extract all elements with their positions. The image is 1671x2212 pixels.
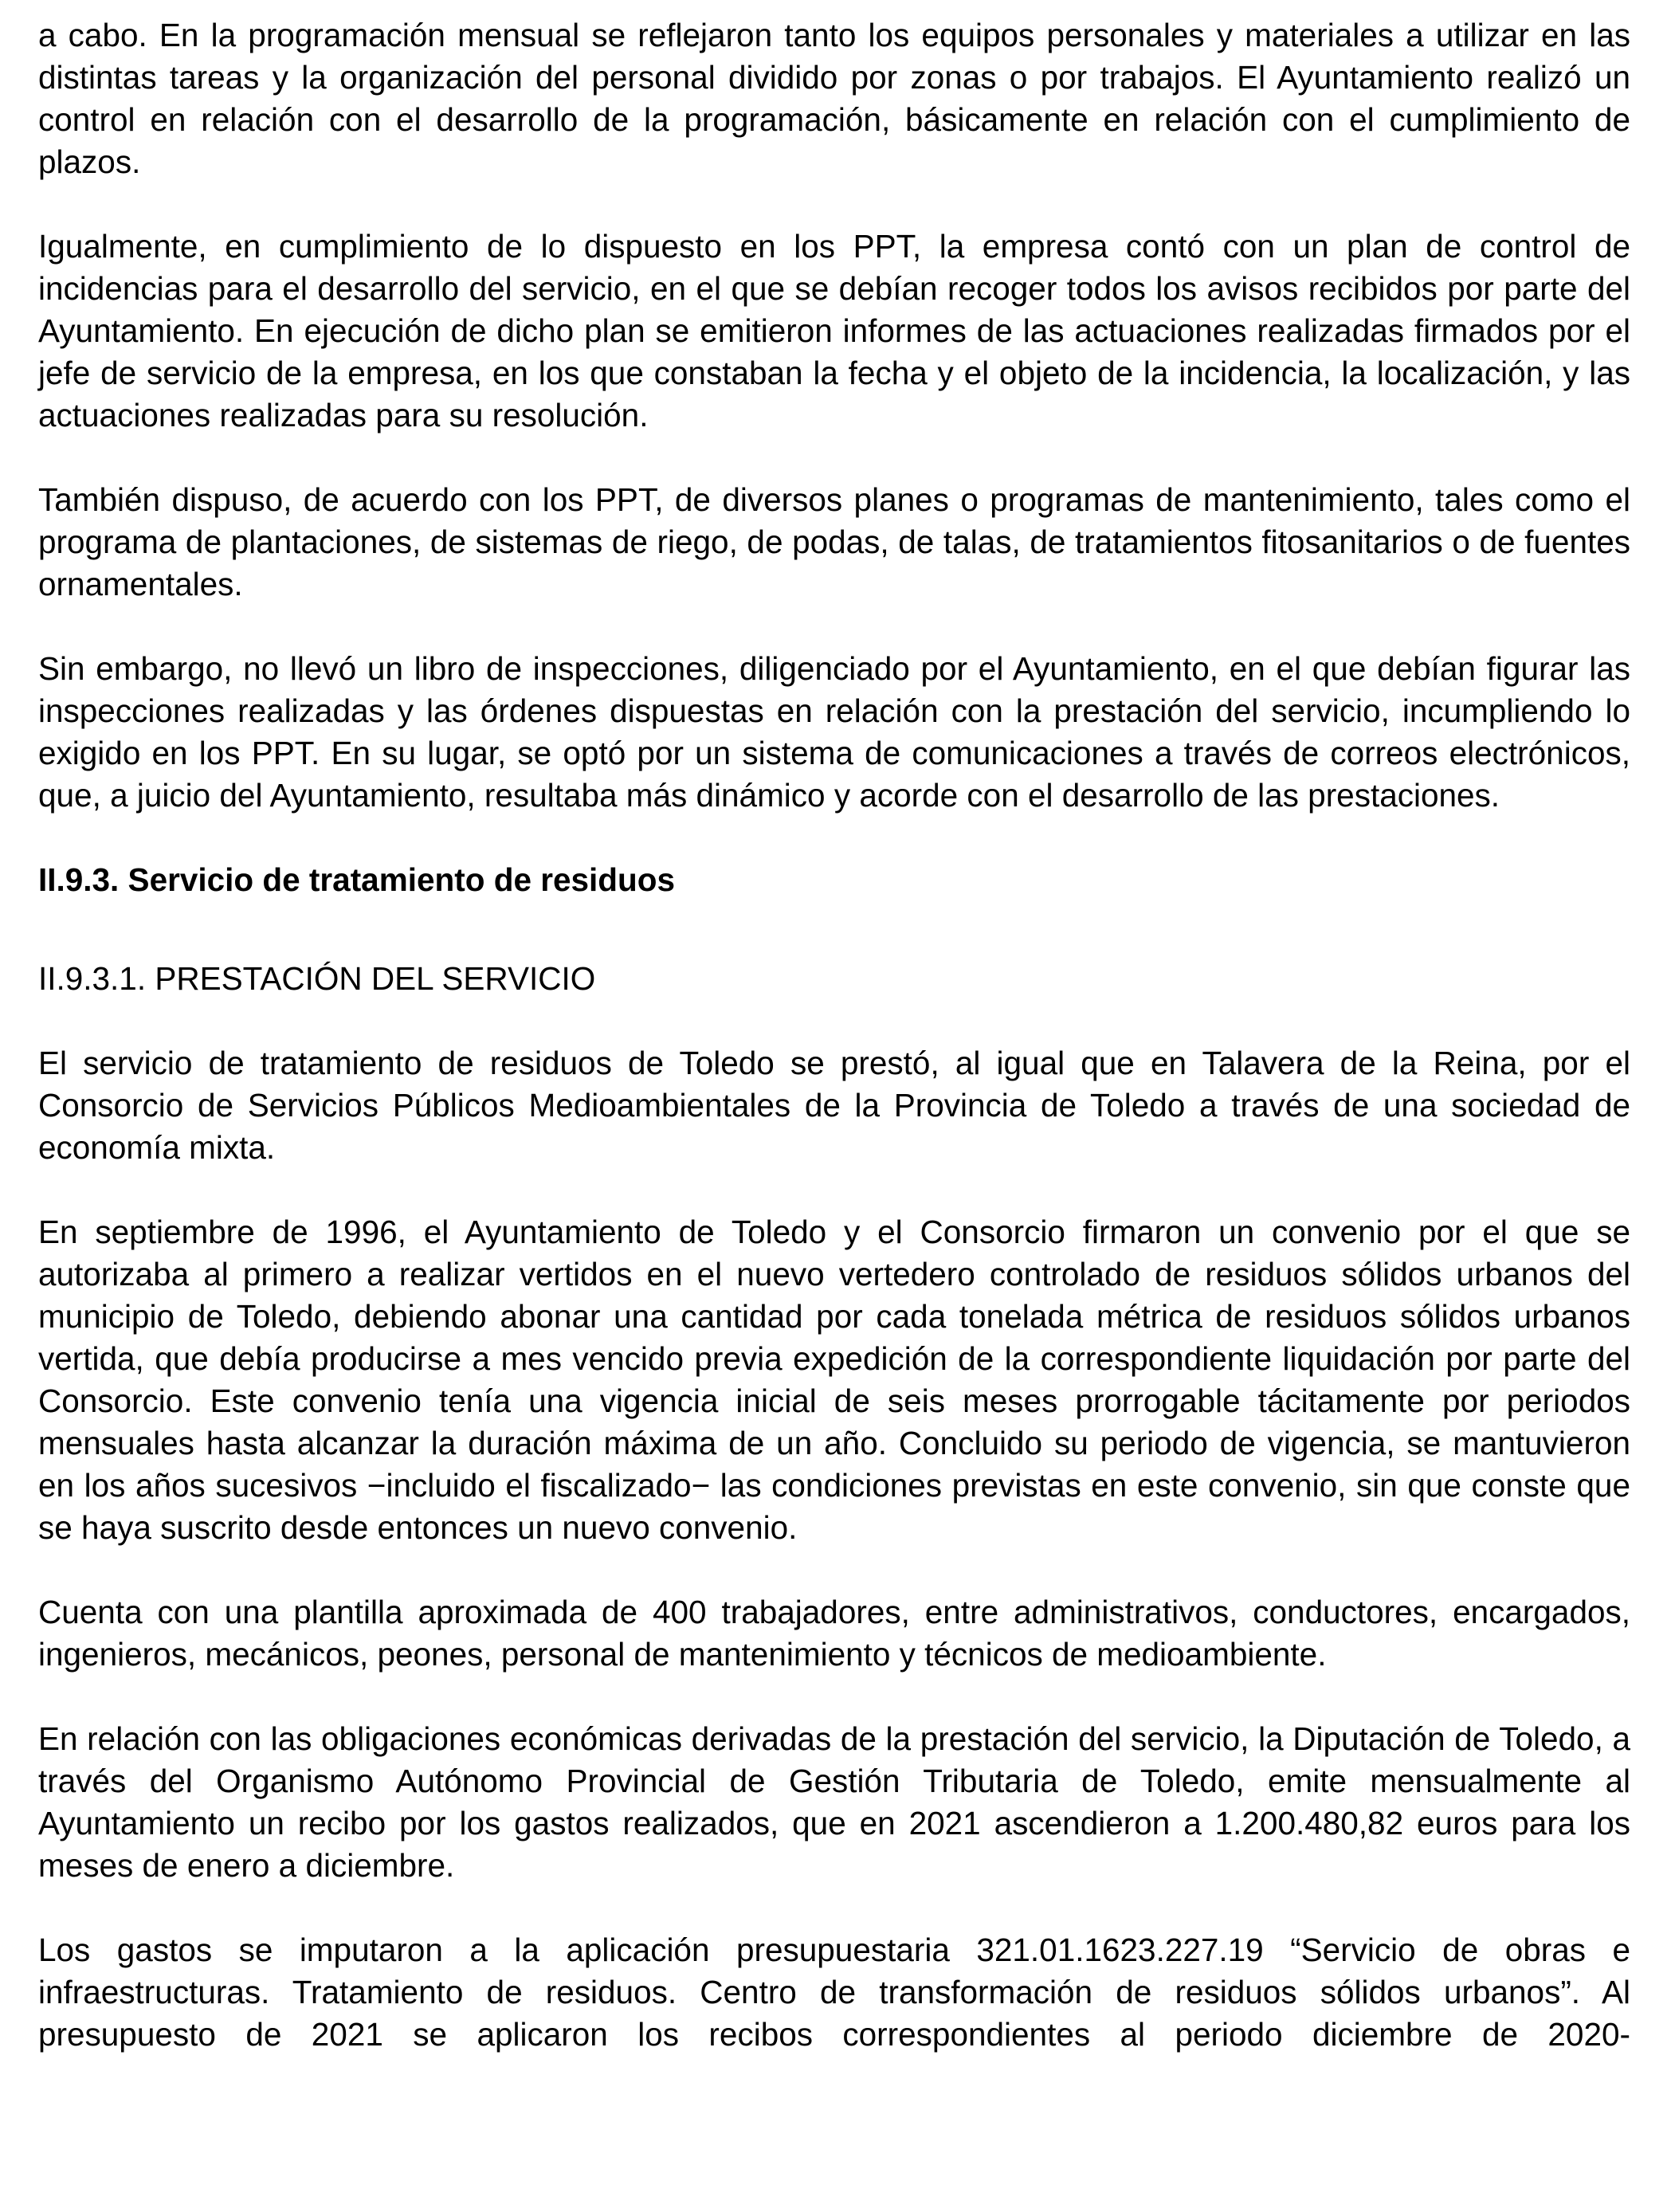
paragraph-obligaciones-economicas: En relación con las obligaciones económicas derivadas de la prestación del servicio, la Diputación de Toledo, a través del Organismo Autónomo Provincial de Gestión Tributaria de Toledo, emite mensualmente al Ayuntamiento un recibo por los gastos realizados, que en 2021 ascendieron a 1.200.480,82 euros para los meses de enero a diciembre. xyxy=(38,1720,1630,1884)
paragraph-convenio-1996: En septiembre de 1996, el Ayuntamiento de Toledo y el Consorcio firmaron un convenio por el que se autorizaba al primero a realizar vertidos en el nuevo vertedero controlado de residuos sólidos urbanos del municipio de Toledo, debiendo abonar una cantidad por cada tonelada métrica de residuos sólidos urbanos vertida, que debía producirse a mes vencido previa expedición de la correspondiente liquidación por parte del Consorcio. Este convenio tenía una vigencia inicial de seis meses prorrogable tácitamente por periodos mensuales hasta alcanzar la duración máxima de un año. Concluido su periodo de vigencia, se mantuvieron en los años sucesivos −incluido el fiscalizado− las condiciones previstas en este convenio, sin que conste que se haya suscrito desde entonces un nuevo convenio. xyxy=(38,1214,1630,1546)
paragraph-plan-incidencias: Igualmente, en cumplimiento de lo dispuesto en los PPT, la empresa contó con un plan de control de incidencias para el desarrollo del servicio, en el que se debían recoger todos los avisos recibidos por parte del Ayuntamiento. En ejecución de dicho plan se emitieron informes de las actuaciones realizadas firmados por el jefe de servicio de la empresa, en los que constaban la fecha y el objeto de la incidencia, la localización, y las actuaciones realizadas para su resolución. xyxy=(38,228,1630,433)
paragraph-plantilla: Cuenta con una plantilla aproximada de 400 trabajadores, entre administrativos, conductores, encargados, ingenieros, mecánicos, peones, personal de mantenimiento y técnicos de medioambiente. xyxy=(38,1594,1630,1673)
paragraph-libro-inspecciones: Sin embargo, no llevó un libro de inspecciones, diligenciado por el Ayuntamiento, en el que debían figurar las inspecciones realizadas y las órdenes dispuestas en relación con la prestación del servicio, incumpliendo lo exigido en los PPT. En su lugar, se optó por un sistema de comunicaciones a través de correos electrónicos, que, a juicio del Ayuntamiento, resultaba más dinámico y acorde con el desarrollo de las prestaciones. xyxy=(38,650,1630,814)
subsection-heading: II.9.3.1. PRESTACIÓN DEL SERVICIO xyxy=(38,960,596,997)
paragraph-programacion: a cabo. En la programación mensual se reflejaron tanto los equipos personales y materiales a utilizar en las distintas tareas y la organización del personal dividido por zonas o por trabajos. El Ayuntamiento realizó un control en relación con el desarrollo de la programación, básicamente en relación con el cumplimiento de plazos. xyxy=(38,17,1630,180)
paragraph-gastos-imputados: Los gastos se imputaron a la aplicación presupuestaria 321.01.1623.227.19 “Servicio de obras e infraestructuras. Tratamiento de residuos. Centro de transformación de residuos sólidos urbanos”. Al presupuesto de 2021 se aplicaron los recibos correspondientes al periodo diciembre de 2020- xyxy=(38,1932,1630,2053)
paragraph-planes-mantenimiento: También dispuso, de acuerdo con los PPT, de diversos planes o programas de mantenimiento, tales como el programa de plantaciones, de sistemas de riego, de podas, de talas, de tratamientos fitosanitarios o de fuentes ornamentales. xyxy=(38,481,1630,602)
section-heading: II.9.3. Servicio de tratamiento de residuos xyxy=(38,861,676,898)
document-page xyxy=(38,14,1630,2056)
paragraph-consorcio: El servicio de tratamiento de residuos de Toledo se prestó, al igual que en Talavera de la Reina, por el Consorcio de Servicios Públicos Medioambientales de la Provincia de Toledo a través de una sociedad de economía mixta. xyxy=(38,1045,1630,1166)
